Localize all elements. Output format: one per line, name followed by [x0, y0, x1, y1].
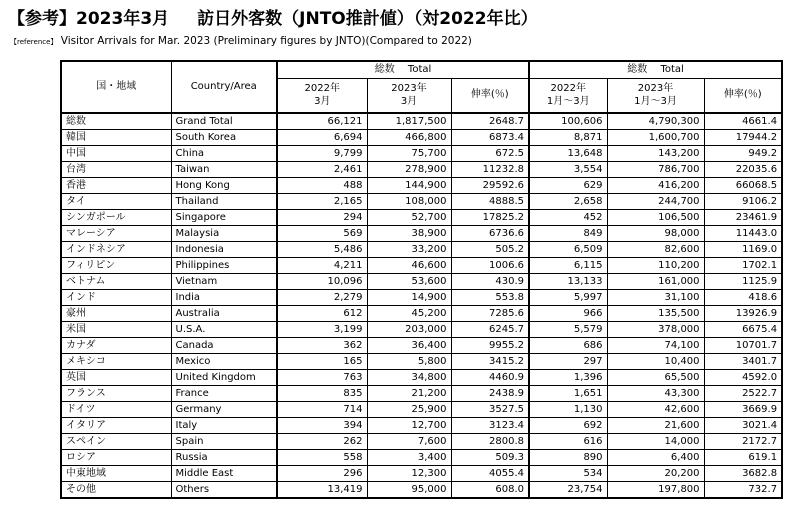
header-growth-month: 伸率(％) [451, 79, 529, 113]
cell-growth-month: 3123.4 [451, 417, 529, 433]
cell-2022-ytd: 616 [529, 433, 607, 449]
table-header [61, 61, 782, 113]
cell-2022-ytd: 6,509 [529, 241, 607, 257]
table-row [61, 369, 782, 385]
cell-growth-month: 3415.2 [451, 353, 529, 369]
header-total-month: 総数 Total [277, 61, 529, 79]
cell-growth-ytd: 949.2 [704, 145, 782, 161]
title-date: 2023年3月 [76, 9, 170, 29]
cell-region-jp: ベトナム [61, 273, 171, 289]
cell-2023-march: 203,000 [367, 321, 451, 337]
cell-2022-ytd: 534 [529, 465, 607, 481]
cell-country-en: Vietnam [171, 273, 277, 289]
cell-2023-march: 34,800 [367, 369, 451, 385]
header-total-ytd: 総数 Total [529, 61, 782, 79]
cell-growth-ytd: 418.6 [704, 289, 782, 305]
cell-region-jp: フランス [61, 385, 171, 401]
table-row [61, 177, 782, 193]
cell-2023-ytd: 42,600 [607, 401, 704, 417]
cell-2022-ytd: 452 [529, 209, 607, 225]
cell-2022-march: 394 [277, 417, 367, 433]
cell-country-en: Singapore [171, 209, 277, 225]
cell-country-en: U.S.A. [171, 321, 277, 337]
cell-growth-ytd: 619.1 [704, 449, 782, 465]
cell-country-en: China [171, 145, 277, 161]
cell-country-en: Russia [171, 449, 277, 465]
cell-2022-ytd: 13,648 [529, 145, 607, 161]
cell-country-en: Thailand [171, 193, 277, 209]
cell-2023-ytd: 20,200 [607, 465, 704, 481]
cell-2023-march: 53,600 [367, 273, 451, 289]
cell-growth-ytd: 4661.4 [704, 113, 782, 130]
table-row [61, 481, 782, 498]
cell-2023-ytd: 786,700 [607, 161, 704, 177]
cell-2023-ytd: 14,000 [607, 433, 704, 449]
cell-2022-march: 13,419 [277, 481, 367, 498]
cell-2022-ytd: 692 [529, 417, 607, 433]
title-main: 訪日外客数（JNTO推計値）（対2022年比） [197, 9, 538, 29]
cell-2022-ytd: 1,651 [529, 385, 607, 401]
cell-2022-march: 488 [277, 177, 367, 193]
cell-2022-ytd: 3,554 [529, 161, 607, 177]
cell-growth-month: 430.9 [451, 273, 529, 289]
cell-growth-ytd: 1125.9 [704, 273, 782, 289]
cell-2023-ytd: 21,600 [607, 417, 704, 433]
table-row [61, 209, 782, 225]
subtitle-reference: 【reference】 [10, 38, 58, 46]
cell-2022-ytd: 8,871 [529, 129, 607, 145]
cell-region-jp: ドイツ [61, 401, 171, 417]
cell-growth-month: 4888.5 [451, 193, 529, 209]
cell-growth-month: 11232.8 [451, 161, 529, 177]
cell-2022-ytd: 5,579 [529, 321, 607, 337]
header-region-jp: 国・地域 [61, 61, 171, 113]
table-row [61, 145, 782, 161]
table-row [61, 401, 782, 417]
cell-growth-month: 6736.6 [451, 225, 529, 241]
cell-2023-march: 14,900 [367, 289, 451, 305]
cell-2023-march: 5,800 [367, 353, 451, 369]
table-row [61, 289, 782, 305]
cell-2023-march: 144,900 [367, 177, 451, 193]
cell-growth-month: 6245.7 [451, 321, 529, 337]
cell-2023-march: 45,200 [367, 305, 451, 321]
cell-2022-march: 4,211 [277, 257, 367, 273]
cell-2023-march: 3,400 [367, 449, 451, 465]
table-row [61, 129, 782, 145]
title-prefix: 【参考】 [8, 9, 76, 29]
cell-2022-ytd: 5,997 [529, 289, 607, 305]
cell-growth-month: 509.3 [451, 449, 529, 465]
table-row [61, 305, 782, 321]
header-country-en: Country/Area [171, 61, 277, 113]
cell-region-jp: 韓国 [61, 129, 171, 145]
cell-growth-ytd: 1702.1 [704, 257, 782, 273]
table-row [61, 113, 782, 130]
cell-growth-ytd: 3669.9 [704, 401, 782, 417]
subtitle-text: Visitor Arrivals for Mar. 2023 (Preliminary figures by JNTO)(Compared to 2022) [60, 35, 472, 47]
page-subtitle [10, 35, 472, 47]
cell-2023-march: 7,600 [367, 433, 451, 449]
cell-2023-ytd: 82,600 [607, 241, 704, 257]
header-growth-ytd: 伸率(％) [704, 79, 782, 113]
cell-2023-ytd: 197,800 [607, 481, 704, 498]
cell-2022-march: 262 [277, 433, 367, 449]
cell-country-en: France [171, 385, 277, 401]
cell-region-jp: カナダ [61, 337, 171, 353]
cell-country-en: Australia [171, 305, 277, 321]
cell-growth-ytd: 9106.2 [704, 193, 782, 209]
cell-2023-march: 95,000 [367, 481, 451, 498]
cell-growth-month: 505.2 [451, 241, 529, 257]
table-row [61, 433, 782, 449]
cell-growth-month: 17825.2 [451, 209, 529, 225]
cell-country-en: Grand Total [171, 113, 277, 130]
table-row [61, 321, 782, 337]
cell-growth-ytd: 3401.7 [704, 353, 782, 369]
cell-growth-ytd: 23461.9 [704, 209, 782, 225]
cell-2022-ytd: 1,130 [529, 401, 607, 417]
cell-country-en: Canada [171, 337, 277, 353]
cell-growth-month: 7285.6 [451, 305, 529, 321]
cell-growth-ytd: 1169.0 [704, 241, 782, 257]
table-row [61, 417, 782, 433]
cell-region-jp: インドネシア [61, 241, 171, 257]
cell-growth-month: 29592.6 [451, 177, 529, 193]
cell-2023-ytd: 106,500 [607, 209, 704, 225]
cell-2023-ytd: 4,790,300 [607, 113, 704, 130]
cell-growth-month: 3527.5 [451, 401, 529, 417]
cell-2023-ytd: 378,000 [607, 321, 704, 337]
cell-growth-month: 4460.9 [451, 369, 529, 385]
cell-2023-march: 12,300 [367, 465, 451, 481]
cell-country-en: Middle East [171, 465, 277, 481]
table-row [61, 449, 782, 465]
table-row [61, 241, 782, 257]
cell-region-jp: シンガポール [61, 209, 171, 225]
cell-2022-march: 296 [277, 465, 367, 481]
cell-region-jp: インド [61, 289, 171, 305]
cell-2023-ytd: 161,000 [607, 273, 704, 289]
cell-2023-march: 75,700 [367, 145, 451, 161]
cell-growth-ytd: 3682.8 [704, 465, 782, 481]
table-body [61, 113, 782, 498]
cell-country-en: Taiwan [171, 161, 277, 177]
cell-2022-march: 2,461 [277, 161, 367, 177]
cell-region-jp: マレーシア [61, 225, 171, 241]
cell-growth-ytd: 6675.4 [704, 321, 782, 337]
cell-country-en: South Korea [171, 129, 277, 145]
cell-country-en: India [171, 289, 277, 305]
cell-2022-march: 5,486 [277, 241, 367, 257]
cell-2022-ytd: 13,133 [529, 273, 607, 289]
cell-2023-march: 1,817,500 [367, 113, 451, 130]
cell-2022-march: 3,199 [277, 321, 367, 337]
cell-region-jp: 台湾 [61, 161, 171, 177]
cell-growth-month: 6873.4 [451, 129, 529, 145]
cell-2023-ytd: 135,500 [607, 305, 704, 321]
cell-2022-ytd: 629 [529, 177, 607, 193]
cell-growth-month: 2800.8 [451, 433, 529, 449]
table-row [61, 337, 782, 353]
cell-2022-ytd: 2,658 [529, 193, 607, 209]
table-row [61, 465, 782, 481]
header-2022-march: 2022年 3月 [277, 79, 367, 113]
table-row [61, 257, 782, 273]
cell-2023-ytd: 31,100 [607, 289, 704, 305]
cell-region-jp: 豪州 [61, 305, 171, 321]
cell-2023-march: 12,700 [367, 417, 451, 433]
cell-2023-march: 52,700 [367, 209, 451, 225]
cell-region-jp: タイ [61, 193, 171, 209]
cell-2023-ytd: 6,400 [607, 449, 704, 465]
cell-2023-ytd: 98,000 [607, 225, 704, 241]
cell-2023-ytd: 1,600,700 [607, 129, 704, 145]
cell-growth-month: 553.8 [451, 289, 529, 305]
cell-region-jp: 香港 [61, 177, 171, 193]
cell-growth-ytd: 13926.9 [704, 305, 782, 321]
cell-growth-month: 4055.4 [451, 465, 529, 481]
cell-growth-ytd: 66068.5 [704, 177, 782, 193]
cell-country-en: United Kingdom [171, 369, 277, 385]
cell-region-jp: その他 [61, 481, 171, 498]
visitor-arrivals-table [60, 60, 783, 499]
cell-2022-march: 294 [277, 209, 367, 225]
cell-2022-march: 2,279 [277, 289, 367, 305]
cell-growth-month: 1006.6 [451, 257, 529, 273]
cell-region-jp: 中東地域 [61, 465, 171, 481]
cell-country-en: Mexico [171, 353, 277, 369]
cell-country-en: Hong Kong [171, 177, 277, 193]
cell-2022-march: 558 [277, 449, 367, 465]
cell-growth-month: 2648.7 [451, 113, 529, 130]
cell-2023-ytd: 10,400 [607, 353, 704, 369]
cell-2022-ytd: 686 [529, 337, 607, 353]
cell-2023-march: 21,200 [367, 385, 451, 401]
cell-2022-ytd: 23,754 [529, 481, 607, 498]
cell-growth-ytd: 22035.6 [704, 161, 782, 177]
cell-2023-ytd: 65,500 [607, 369, 704, 385]
cell-2022-ytd: 890 [529, 449, 607, 465]
cell-2022-march: 569 [277, 225, 367, 241]
cell-region-jp: 中国 [61, 145, 171, 161]
cell-2022-ytd: 297 [529, 353, 607, 369]
cell-2022-march: 612 [277, 305, 367, 321]
cell-2023-ytd: 110,200 [607, 257, 704, 273]
cell-2022-march: 9,799 [277, 145, 367, 161]
table-row [61, 193, 782, 209]
cell-country-en: Italy [171, 417, 277, 433]
header-2022-ytd: 2022年 1月～3月 [529, 79, 607, 113]
cell-growth-ytd: 2522.7 [704, 385, 782, 401]
cell-growth-ytd: 3021.4 [704, 417, 782, 433]
cell-region-jp: スペイン [61, 433, 171, 449]
cell-region-jp: メキシコ [61, 353, 171, 369]
cell-country-en: Germany [171, 401, 277, 417]
cell-2023-march: 36,400 [367, 337, 451, 353]
cell-country-en: Philippines [171, 257, 277, 273]
cell-2023-march: 46,600 [367, 257, 451, 273]
cell-2022-march: 6,694 [277, 129, 367, 145]
cell-2022-ytd: 966 [529, 305, 607, 321]
cell-2022-ytd: 849 [529, 225, 607, 241]
cell-2022-march: 66,121 [277, 113, 367, 130]
cell-2023-march: 108,000 [367, 193, 451, 209]
cell-2022-march: 714 [277, 401, 367, 417]
cell-growth-ytd: 4592.0 [704, 369, 782, 385]
cell-region-jp: 総数 [61, 113, 171, 130]
cell-growth-ytd: 2172.7 [704, 433, 782, 449]
cell-2023-ytd: 416,200 [607, 177, 704, 193]
table-row [61, 385, 782, 401]
cell-2022-march: 10,096 [277, 273, 367, 289]
cell-2023-march: 25,900 [367, 401, 451, 417]
cell-2023-ytd: 43,300 [607, 385, 704, 401]
cell-region-jp: 英国 [61, 369, 171, 385]
cell-2022-ytd: 6,115 [529, 257, 607, 273]
table-row [61, 273, 782, 289]
cell-country-en: Others [171, 481, 277, 498]
table-row [61, 161, 782, 177]
cell-growth-ytd: 17944.2 [704, 129, 782, 145]
header-2023-march: 2023年 3月 [367, 79, 451, 113]
cell-growth-ytd: 10701.7 [704, 337, 782, 353]
cell-2022-march: 165 [277, 353, 367, 369]
cell-2022-ytd: 1,396 [529, 369, 607, 385]
cell-2022-march: 835 [277, 385, 367, 401]
cell-country-en: Spain [171, 433, 277, 449]
table-row [61, 353, 782, 369]
cell-2022-march: 763 [277, 369, 367, 385]
page-title [8, 4, 538, 29]
cell-growth-month: 9955.2 [451, 337, 529, 353]
cell-2023-ytd: 244,700 [607, 193, 704, 209]
cell-2022-march: 362 [277, 337, 367, 353]
cell-growth-ytd: 732.7 [704, 481, 782, 498]
cell-region-jp: ロシア [61, 449, 171, 465]
cell-2023-march: 278,900 [367, 161, 451, 177]
cell-2023-march: 33,200 [367, 241, 451, 257]
cell-growth-month: 2438.9 [451, 385, 529, 401]
cell-country-en: Indonesia [171, 241, 277, 257]
cell-2022-ytd: 100,606 [529, 113, 607, 130]
cell-region-jp: イタリア [61, 417, 171, 433]
table-row [61, 225, 782, 241]
cell-2023-march: 466,800 [367, 129, 451, 145]
cell-country-en: Malaysia [171, 225, 277, 241]
cell-2023-march: 38,900 [367, 225, 451, 241]
header-2023-ytd: 2023年 1月～3月 [607, 79, 704, 113]
cell-growth-month: 608.0 [451, 481, 529, 498]
cell-growth-month: 672.5 [451, 145, 529, 161]
cell-region-jp: 米国 [61, 321, 171, 337]
cell-2023-ytd: 74,100 [607, 337, 704, 353]
cell-growth-ytd: 11443.0 [704, 225, 782, 241]
cell-2022-march: 2,165 [277, 193, 367, 209]
cell-region-jp: フィリピン [61, 257, 171, 273]
cell-2023-ytd: 143,200 [607, 145, 704, 161]
